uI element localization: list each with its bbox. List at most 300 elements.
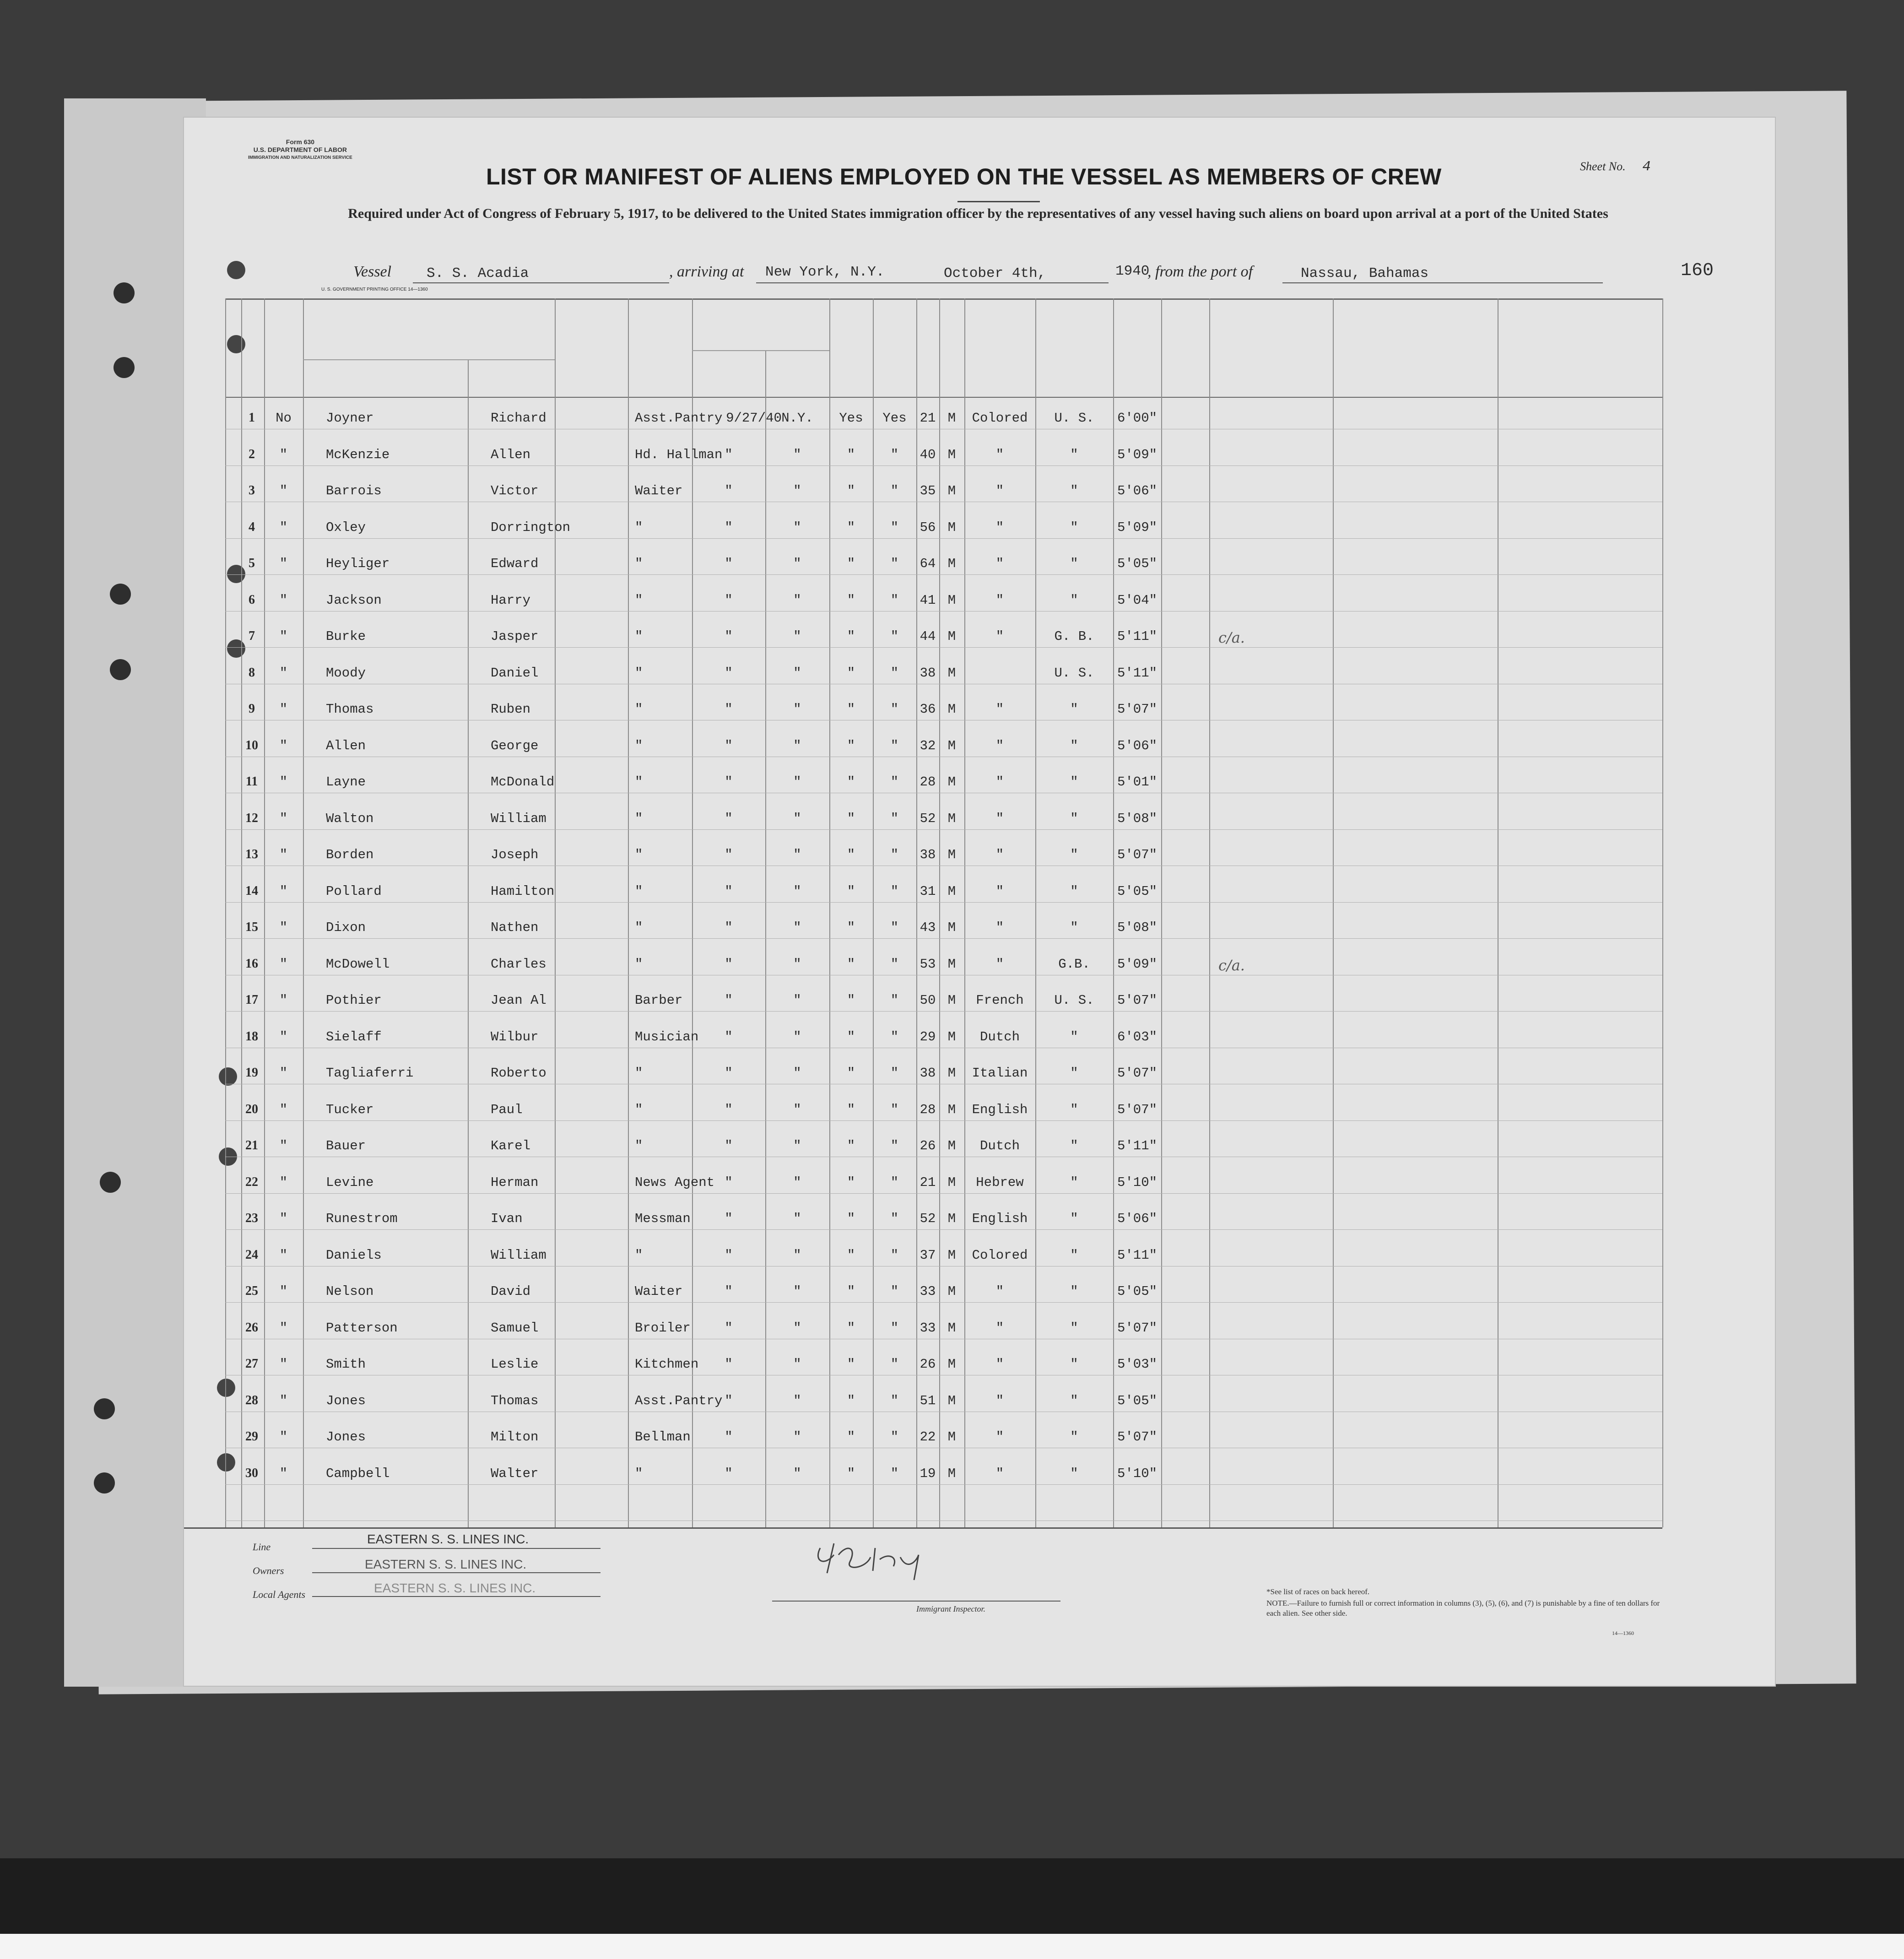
nationality: " — [1070, 738, 1078, 753]
given-name: Ivan — [491, 1211, 523, 1226]
punch-hole — [227, 261, 245, 279]
height: 5'11" — [1117, 1248, 1157, 1263]
race: Hebrew — [976, 1175, 1024, 1190]
nationality: " — [1070, 884, 1078, 899]
departure-line — [1282, 282, 1603, 283]
height: 5'08" — [1117, 811, 1157, 826]
row-rule — [225, 1484, 1662, 1485]
column-rule — [1035, 298, 1036, 1527]
nationality: " — [1070, 1320, 1078, 1336]
shipped-where: " — [793, 702, 801, 717]
height: 5'08" — [1117, 920, 1157, 935]
sex: M — [947, 1248, 956, 1263]
nationality: G.B. — [1058, 957, 1090, 972]
given-name: Richard — [491, 411, 546, 426]
shipped-when: " — [725, 920, 733, 935]
height: 5'07" — [1117, 1320, 1157, 1336]
shipped-where: " — [793, 1248, 801, 1263]
shipped-when: " — [725, 1429, 733, 1445]
position: Hd. Hallman — [635, 447, 723, 462]
given-name: Herman — [491, 1175, 539, 1190]
nationality: U. S. — [1054, 666, 1094, 681]
to-be-discharged: " — [847, 520, 855, 535]
given-name: William — [491, 811, 546, 826]
row-number: 18 — [245, 1029, 258, 1044]
family-name: Borden — [326, 847, 374, 862]
to-be-discharged: " — [847, 1466, 855, 1481]
position: Musician — [635, 1029, 699, 1044]
nationality: " — [1070, 1029, 1078, 1044]
able-to-read: " — [890, 811, 899, 826]
age: 28 — [920, 1102, 936, 1117]
given-name: Jean Al — [491, 993, 546, 1008]
shipped-where: " — [793, 447, 801, 462]
age: 52 — [920, 811, 936, 826]
penalty-note: NOTE.—Failure to furnish full or correct information in columns (3), (5), (6), and (7) is punishable by a fine of ten dollars for each alien. See other side. — [1266, 1599, 1660, 1618]
race: French — [976, 993, 1024, 1008]
row-number: 7 — [249, 629, 255, 643]
column-rule — [225, 298, 226, 1527]
height: 5'07" — [1117, 702, 1157, 717]
family-name: Oxley — [326, 520, 366, 535]
to-be-discharged: " — [847, 1029, 855, 1044]
to-be-discharged: " — [847, 1284, 855, 1299]
race: " — [995, 920, 1004, 935]
column-rule — [1333, 298, 1334, 1527]
able-to-read: " — [890, 993, 899, 1008]
sex: M — [947, 556, 956, 571]
to-be-discharged: " — [847, 1066, 855, 1081]
sex: M — [947, 847, 956, 862]
department-name: U.S. DEPARTMENT OF LABOR — [253, 146, 347, 153]
race: " — [995, 1357, 1004, 1372]
sex: M — [947, 1211, 956, 1226]
given-name: Jasper — [491, 629, 539, 644]
nationality: " — [1070, 1393, 1078, 1408]
position: " — [635, 738, 643, 753]
able-to-read: " — [890, 520, 899, 535]
family-name: Daniels — [326, 1248, 382, 1263]
sex: M — [947, 447, 956, 462]
row-number: 8 — [249, 666, 255, 680]
row-number: 1 — [249, 411, 255, 425]
shipped-where: " — [793, 1066, 801, 1081]
family-name: Burke — [326, 629, 366, 644]
position: " — [635, 556, 643, 571]
nationality: " — [1070, 702, 1078, 717]
member-last-voyage: " — [279, 1138, 288, 1153]
shipped-where: " — [793, 920, 801, 935]
age: 40 — [920, 447, 936, 462]
punch-hole — [110, 659, 131, 680]
family-name: Pothier — [326, 993, 382, 1008]
nationality: " — [1070, 1138, 1078, 1153]
member-last-voyage: " — [279, 666, 288, 681]
shipped-when: " — [725, 1320, 733, 1336]
age: 26 — [920, 1357, 936, 1372]
row-number: 26 — [245, 1320, 258, 1335]
nationality: " — [1070, 556, 1078, 571]
age: 32 — [920, 738, 936, 753]
age: 38 — [920, 1066, 936, 1081]
agents-value: EASTERN S. S. LINES INC. — [374, 1581, 536, 1595]
agents-underline — [312, 1596, 600, 1597]
shipped-when: " — [725, 593, 733, 608]
shipped-where: " — [793, 957, 801, 972]
member-last-voyage: No — [276, 411, 292, 426]
family-name: Smith — [326, 1357, 366, 1372]
position: " — [635, 957, 643, 972]
shipped-when: " — [725, 447, 733, 462]
punch-hole — [94, 1398, 115, 1419]
shipped-where: " — [793, 1138, 801, 1153]
shipped-where: " — [793, 1211, 801, 1226]
height: 5'01" — [1117, 774, 1157, 790]
race: Dutch — [979, 1138, 1020, 1153]
row-number: 30 — [245, 1466, 258, 1480]
able-to-read: " — [890, 884, 899, 899]
age: 37 — [920, 1248, 936, 1263]
member-last-voyage: " — [279, 957, 288, 972]
shipped-where: " — [793, 847, 801, 862]
family-name: Layne — [326, 774, 366, 790]
member-last-voyage: " — [279, 1284, 288, 1299]
able-to-read: " — [890, 1175, 899, 1190]
age: 31 — [920, 884, 936, 899]
sex: M — [947, 738, 956, 753]
family-name: Joyner — [326, 411, 374, 426]
family-name: Heyliger — [326, 556, 390, 571]
to-be-discharged: " — [847, 1357, 855, 1372]
row-number: 14 — [245, 884, 258, 898]
row-rule — [225, 647, 1662, 648]
family-name: Jackson — [326, 593, 382, 608]
position: " — [635, 774, 643, 790]
given-name: Edward — [491, 556, 539, 571]
height: 5'05" — [1117, 1284, 1157, 1299]
age: 19 — [920, 1466, 936, 1481]
sex: M — [947, 920, 956, 935]
height: 5'03" — [1117, 1357, 1157, 1372]
owners-value: EASTERN S. S. LINES INC. — [365, 1557, 527, 1571]
position: Kitchmen — [635, 1357, 699, 1372]
sex: M — [947, 1138, 956, 1153]
to-be-discharged: " — [847, 483, 855, 498]
to-be-discharged: " — [847, 1429, 855, 1445]
height: 5'07" — [1117, 1429, 1157, 1445]
nationality: " — [1070, 1429, 1078, 1445]
punch-hole — [217, 1379, 235, 1397]
age: 28 — [920, 774, 936, 790]
able-to-read: " — [890, 920, 899, 935]
height: 5'05" — [1117, 1393, 1157, 1408]
position: " — [635, 520, 643, 535]
given-name: Ruben — [491, 702, 531, 717]
able-to-read: " — [890, 1029, 899, 1044]
member-last-voyage: " — [279, 1320, 288, 1336]
service-name: IMMIGRATION AND NATURALIZATION SERVICE — [248, 155, 352, 160]
row-number: 17 — [245, 993, 258, 1007]
sex: M — [947, 483, 956, 498]
shipped-when: " — [725, 1066, 733, 1081]
position: Asst.Pantry — [635, 411, 723, 426]
column-rule — [939, 298, 940, 1527]
shipped-when: " — [725, 1284, 733, 1299]
to-be-discharged: " — [847, 738, 855, 753]
shipped-where: " — [793, 774, 801, 790]
nationality: " — [1070, 483, 1078, 498]
sex: M — [947, 520, 956, 535]
sheet-label: Sheet No. — [1580, 160, 1626, 173]
given-name: Dorrington — [491, 520, 571, 535]
family-name: McKenzie — [326, 447, 390, 462]
row-rule — [225, 1229, 1662, 1230]
shipped-when: " — [725, 520, 733, 535]
position: " — [635, 1138, 643, 1153]
row-number: 22 — [245, 1175, 258, 1189]
family-name: Tagliaferri — [326, 1066, 414, 1081]
name-group-rule — [303, 359, 555, 360]
shipped-when: " — [725, 483, 733, 498]
member-last-voyage: " — [279, 774, 288, 790]
row-number: 24 — [245, 1248, 258, 1262]
nationality: " — [1070, 811, 1078, 826]
age: 44 — [920, 629, 936, 644]
height: 5'10" — [1117, 1175, 1157, 1190]
height: 5'04" — [1117, 593, 1157, 608]
position: " — [635, 884, 643, 899]
printing-office: U. S. GOVERNMENT PRINTING OFFICE 14—1360 — [321, 287, 428, 292]
given-name: Hamilton — [491, 884, 555, 899]
race: " — [995, 847, 1004, 862]
able-to-read: " — [890, 556, 899, 571]
age: 41 — [920, 593, 936, 608]
row-number: 5 — [249, 556, 255, 570]
column-rule — [1209, 298, 1210, 1527]
member-last-voyage: " — [279, 1393, 288, 1408]
height: 6'03" — [1117, 1029, 1157, 1044]
member-last-voyage: " — [279, 1466, 288, 1481]
height: 5'07" — [1117, 847, 1157, 862]
shipped-where: " — [793, 1393, 801, 1408]
sex: M — [947, 629, 956, 644]
family-name: Walton — [326, 811, 374, 826]
height: 5'10" — [1117, 1466, 1157, 1481]
to-be-discharged: " — [847, 447, 855, 462]
family-name: Thomas — [326, 702, 374, 717]
owners-label: Owners — [253, 1565, 284, 1576]
race: " — [995, 1284, 1004, 1299]
arrival-year: 1940 — [1115, 263, 1150, 279]
able-to-read: " — [890, 1466, 899, 1481]
departure-port: Nassau, Bahamas — [1301, 265, 1429, 281]
page-number: 160 — [1681, 260, 1714, 281]
able-to-read: " — [890, 1211, 899, 1226]
given-name: Daniel — [491, 666, 539, 681]
shipped-where: " — [793, 1284, 801, 1299]
position: " — [635, 811, 643, 826]
row-number: 20 — [245, 1102, 258, 1116]
age: 26 — [920, 1138, 936, 1153]
family-name: Dixon — [326, 920, 366, 935]
age: 38 — [920, 847, 936, 862]
age: 33 — [920, 1320, 936, 1336]
row-rule — [225, 1011, 1662, 1012]
sex: M — [947, 1357, 956, 1372]
race: " — [995, 1320, 1004, 1336]
sex: M — [947, 1029, 956, 1044]
row-rule — [225, 465, 1662, 466]
given-name: Allen — [491, 447, 531, 462]
physical-marks: c/a. — [1218, 957, 1245, 974]
sex: M — [947, 1102, 956, 1117]
able-to-read: " — [890, 702, 899, 717]
row-number: 2 — [249, 447, 255, 461]
sex: M — [947, 1175, 956, 1190]
row-number: 3 — [249, 483, 255, 498]
position: " — [635, 666, 643, 681]
race: " — [995, 629, 1004, 644]
title-underline — [957, 201, 1040, 202]
to-be-discharged: " — [847, 884, 855, 899]
shipped-where: " — [793, 666, 801, 681]
shipped-when: " — [725, 774, 733, 790]
arrival-line — [756, 282, 944, 283]
position: " — [635, 847, 643, 862]
punch-hole — [100, 1172, 121, 1193]
sex: M — [947, 993, 956, 1008]
race: " — [995, 774, 1004, 790]
row-rule — [225, 938, 1662, 939]
family-name: Patterson — [326, 1320, 398, 1336]
family-name: Moody — [326, 666, 366, 681]
able-to-read: " — [890, 1248, 899, 1263]
age: 29 — [920, 1029, 936, 1044]
punch-hole — [219, 1067, 237, 1086]
age: 21 — [920, 1175, 936, 1190]
nationality: G. B. — [1054, 629, 1094, 644]
sex: M — [947, 884, 956, 899]
able-to-read: " — [890, 1066, 899, 1081]
height: 5'06" — [1117, 483, 1157, 498]
to-be-discharged: " — [847, 666, 855, 681]
family-name: Tucker — [326, 1102, 374, 1117]
form-number: Form 630 — [286, 138, 315, 146]
to-be-discharged: " — [847, 774, 855, 790]
row-number: 23 — [245, 1211, 258, 1225]
member-last-voyage: " — [279, 629, 288, 644]
punch-hole — [94, 1472, 115, 1494]
sex: M — [947, 1393, 956, 1408]
row-rule — [225, 902, 1662, 903]
shipped-where: " — [793, 629, 801, 644]
given-name: Charles — [491, 957, 546, 972]
family-name: Runestrom — [326, 1211, 398, 1226]
manifest-sheet — [183, 117, 1776, 1687]
race: English — [972, 1102, 1028, 1117]
shipped-where: " — [793, 1357, 801, 1372]
inspector-signature — [806, 1530, 944, 1585]
race: Colored — [972, 1248, 1028, 1263]
sex: M — [947, 666, 956, 681]
nationality: " — [1070, 447, 1078, 462]
nationality: " — [1070, 1284, 1078, 1299]
sex: M — [947, 593, 956, 608]
shipped-where: " — [793, 993, 801, 1008]
shipped-when: " — [725, 702, 733, 717]
shipped-when: " — [725, 811, 733, 826]
given-name: Paul — [491, 1102, 523, 1117]
race: " — [995, 593, 1004, 608]
member-last-voyage: " — [279, 738, 288, 753]
race: " — [995, 738, 1004, 753]
table-top-border — [225, 298, 1662, 300]
row-rule — [225, 611, 1662, 612]
member-last-voyage: " — [279, 847, 288, 862]
position: " — [635, 1102, 643, 1117]
age: 51 — [920, 1393, 936, 1408]
row-number: 13 — [245, 847, 258, 861]
member-last-voyage: " — [279, 993, 288, 1008]
age: 52 — [920, 1211, 936, 1226]
height: 5'07" — [1117, 1102, 1157, 1117]
member-last-voyage: " — [279, 447, 288, 462]
nationality: " — [1070, 847, 1078, 862]
family-name: Sielaff — [326, 1029, 382, 1044]
able-to-read: " — [890, 593, 899, 608]
height: 5'05" — [1117, 556, 1157, 571]
position: Messman — [635, 1211, 691, 1226]
sheet-number-block — [1580, 159, 1651, 175]
to-be-discharged: " — [847, 1175, 855, 1190]
sex: M — [947, 411, 956, 426]
able-to-read: " — [890, 447, 899, 462]
race: English — [972, 1211, 1028, 1226]
column-rule — [964, 298, 965, 1527]
column-rule — [241, 298, 242, 1527]
agents-label: Local Agents — [253, 1589, 306, 1600]
vessel-label: Vessel — [353, 263, 392, 280]
family-name: Pollard — [326, 884, 382, 899]
given-name: Harry — [491, 593, 531, 608]
shipped-where: " — [793, 1320, 801, 1336]
race: " — [995, 1466, 1004, 1481]
given-name: George — [491, 738, 539, 753]
sex: M — [947, 1429, 956, 1445]
member-last-voyage: " — [279, 920, 288, 935]
race: Colored — [972, 411, 1028, 426]
nationality: " — [1070, 1211, 1078, 1226]
shipped-when: " — [725, 1466, 733, 1481]
shipped-where: " — [793, 556, 801, 571]
row-rule — [225, 1120, 1662, 1121]
column-rule — [303, 298, 304, 1527]
given-name: David — [491, 1284, 531, 1299]
shipped-where: " — [793, 884, 801, 899]
height: 5'11" — [1117, 1138, 1157, 1153]
row-number: 12 — [245, 811, 258, 825]
sheet-number: 4 — [1642, 159, 1651, 175]
to-be-discharged: " — [847, 593, 855, 608]
height: 5'07" — [1117, 993, 1157, 1008]
row-number: 15 — [245, 920, 258, 934]
able-to-read: " — [890, 847, 899, 862]
sex: M — [947, 811, 956, 826]
member-last-voyage: " — [279, 593, 288, 608]
row-number: 9 — [249, 702, 255, 716]
row-number: 25 — [245, 1284, 258, 1298]
height: 5'09" — [1117, 447, 1157, 462]
